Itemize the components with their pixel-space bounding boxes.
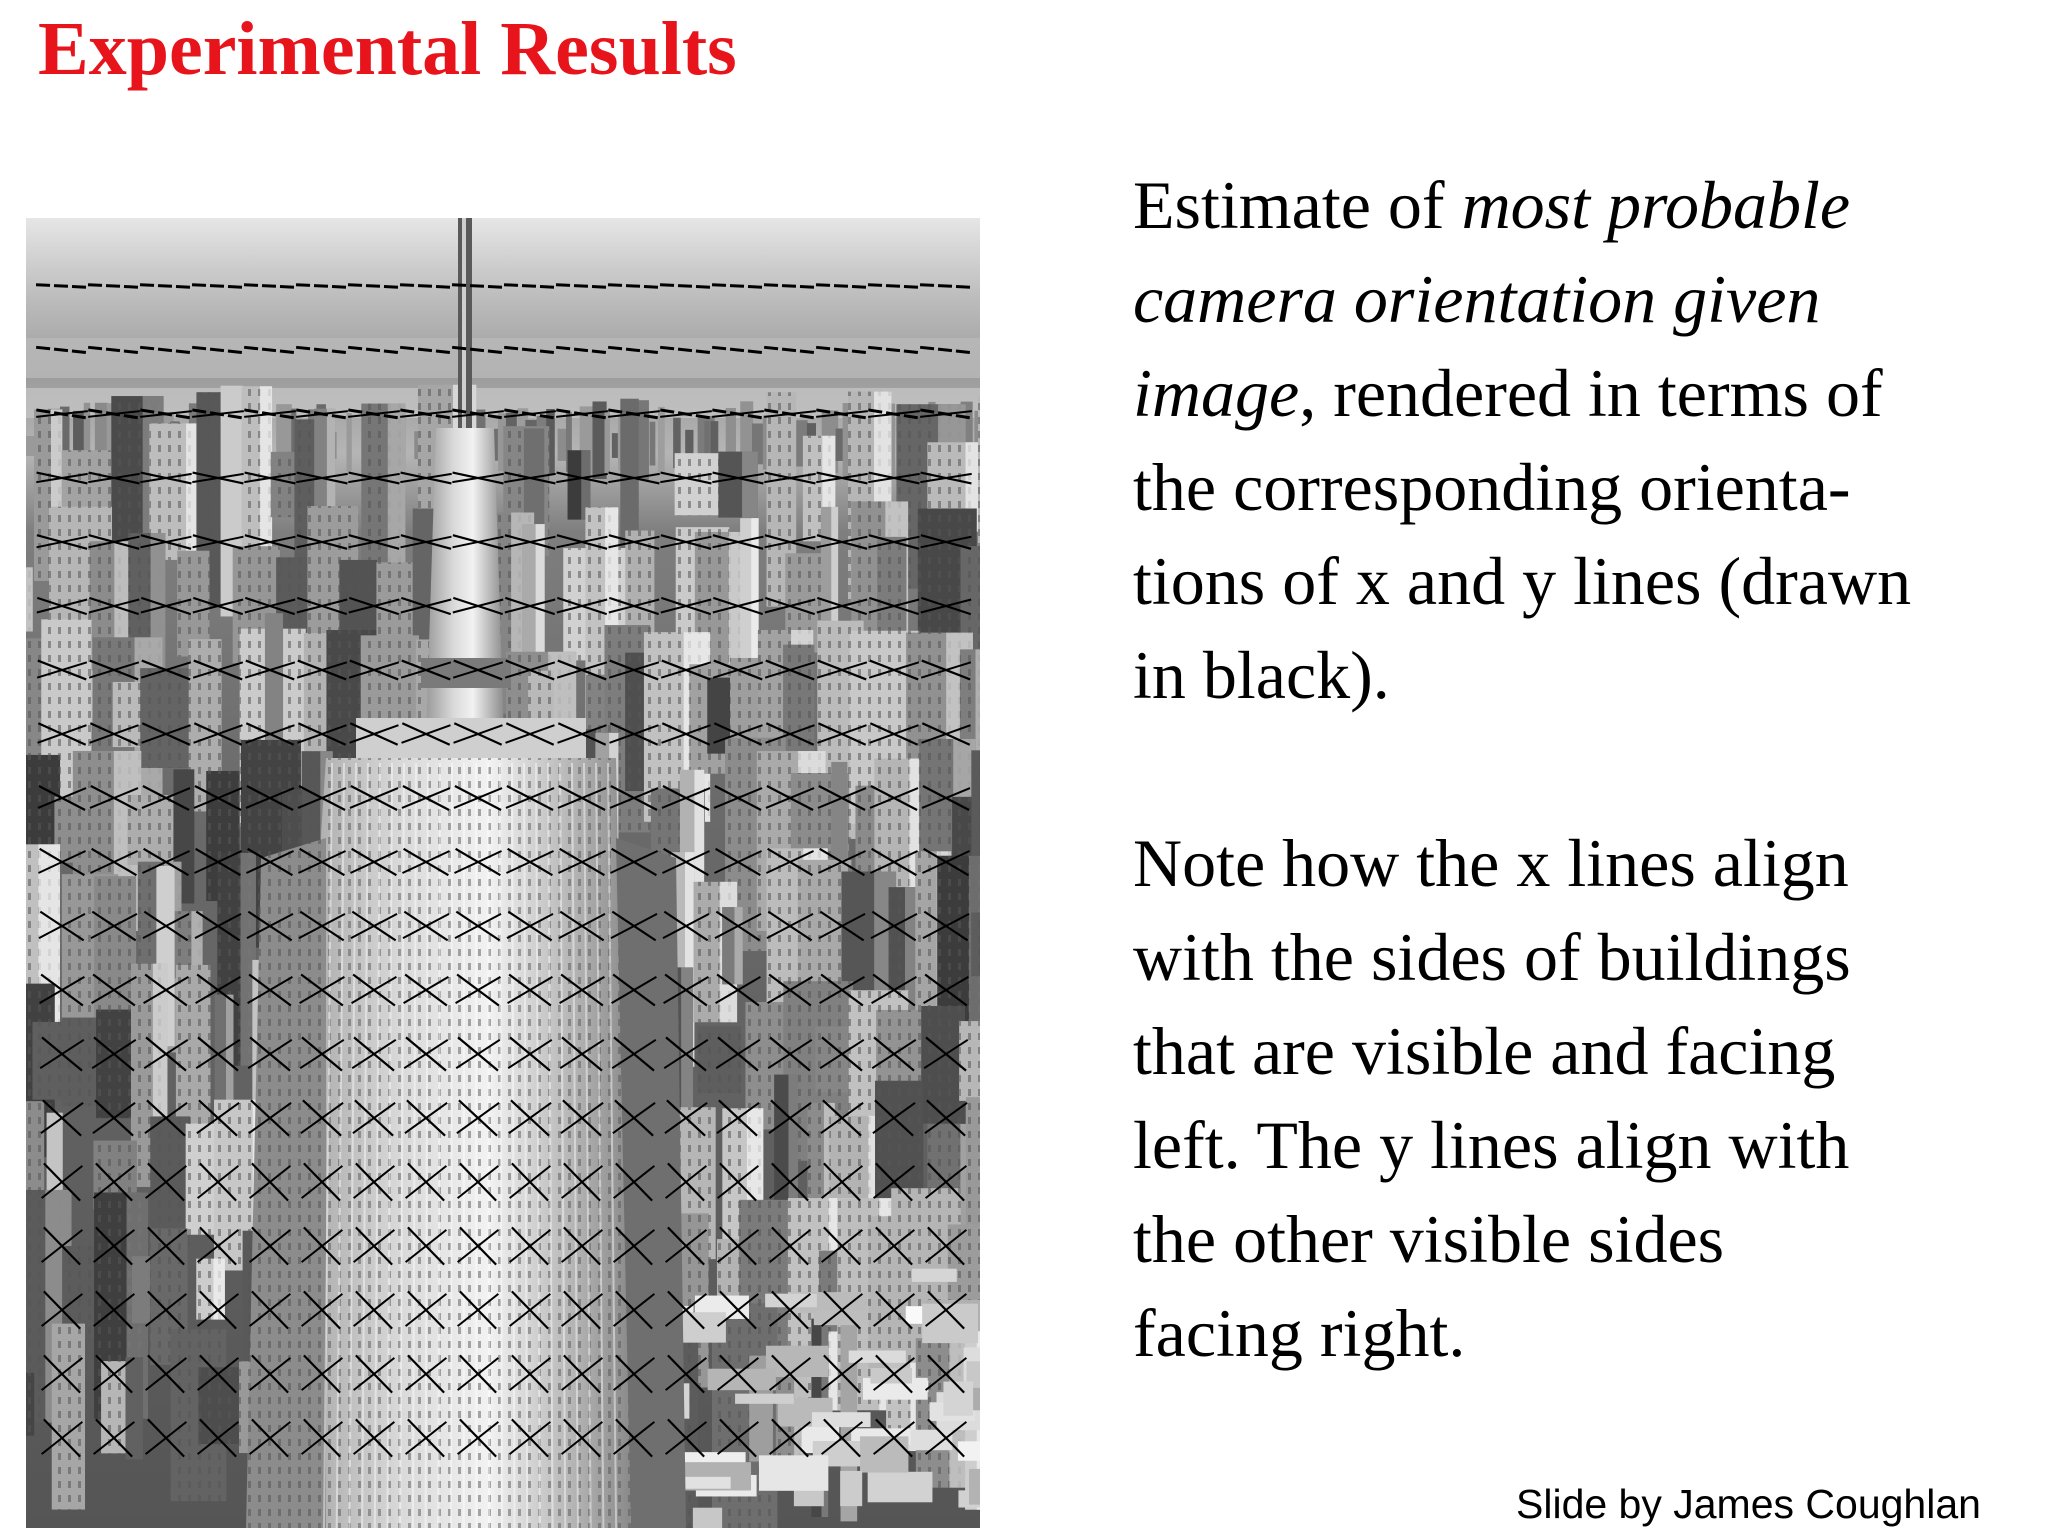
description-line (1133, 628, 2033, 722)
note-line: Note how the x lines align (1133, 825, 1849, 901)
description-line (1133, 252, 2033, 346)
text-segment: in black). (1133, 637, 1390, 713)
description-paragraph (1133, 158, 2033, 722)
description-line (1133, 534, 2033, 628)
slide-credit: Slide by James Coughlan (1516, 1481, 1981, 1527)
note-line: that are visible and facing (1133, 1013, 1836, 1089)
text-segment: tions of x and y lines (drawn (1133, 543, 1912, 619)
italic-text: most probable (1461, 167, 1851, 243)
city-photo (26, 218, 980, 1528)
italic-text: camera orientation given (1133, 261, 1821, 337)
note-line: facing right. (1133, 1295, 1466, 1371)
note-paragraph (1133, 816, 2033, 1380)
note-line: with the sides of buildings (1133, 919, 1851, 995)
description-line (1133, 346, 2033, 440)
text-segment: the corresponding orienta- (1133, 449, 1851, 525)
italic-text: image (1133, 355, 1300, 431)
description-line (1133, 158, 2033, 252)
text-segment: Estimate of (1133, 167, 1462, 243)
note-line: left. The y lines align with (1133, 1107, 1850, 1183)
city-photo-figure (26, 218, 980, 1528)
description-line (1133, 440, 2033, 534)
slide-title: Experimental Results (38, 7, 737, 91)
note-line: the other visible sides (1133, 1201, 1725, 1277)
text-segment: , rendered in terms of (1299, 355, 1883, 431)
